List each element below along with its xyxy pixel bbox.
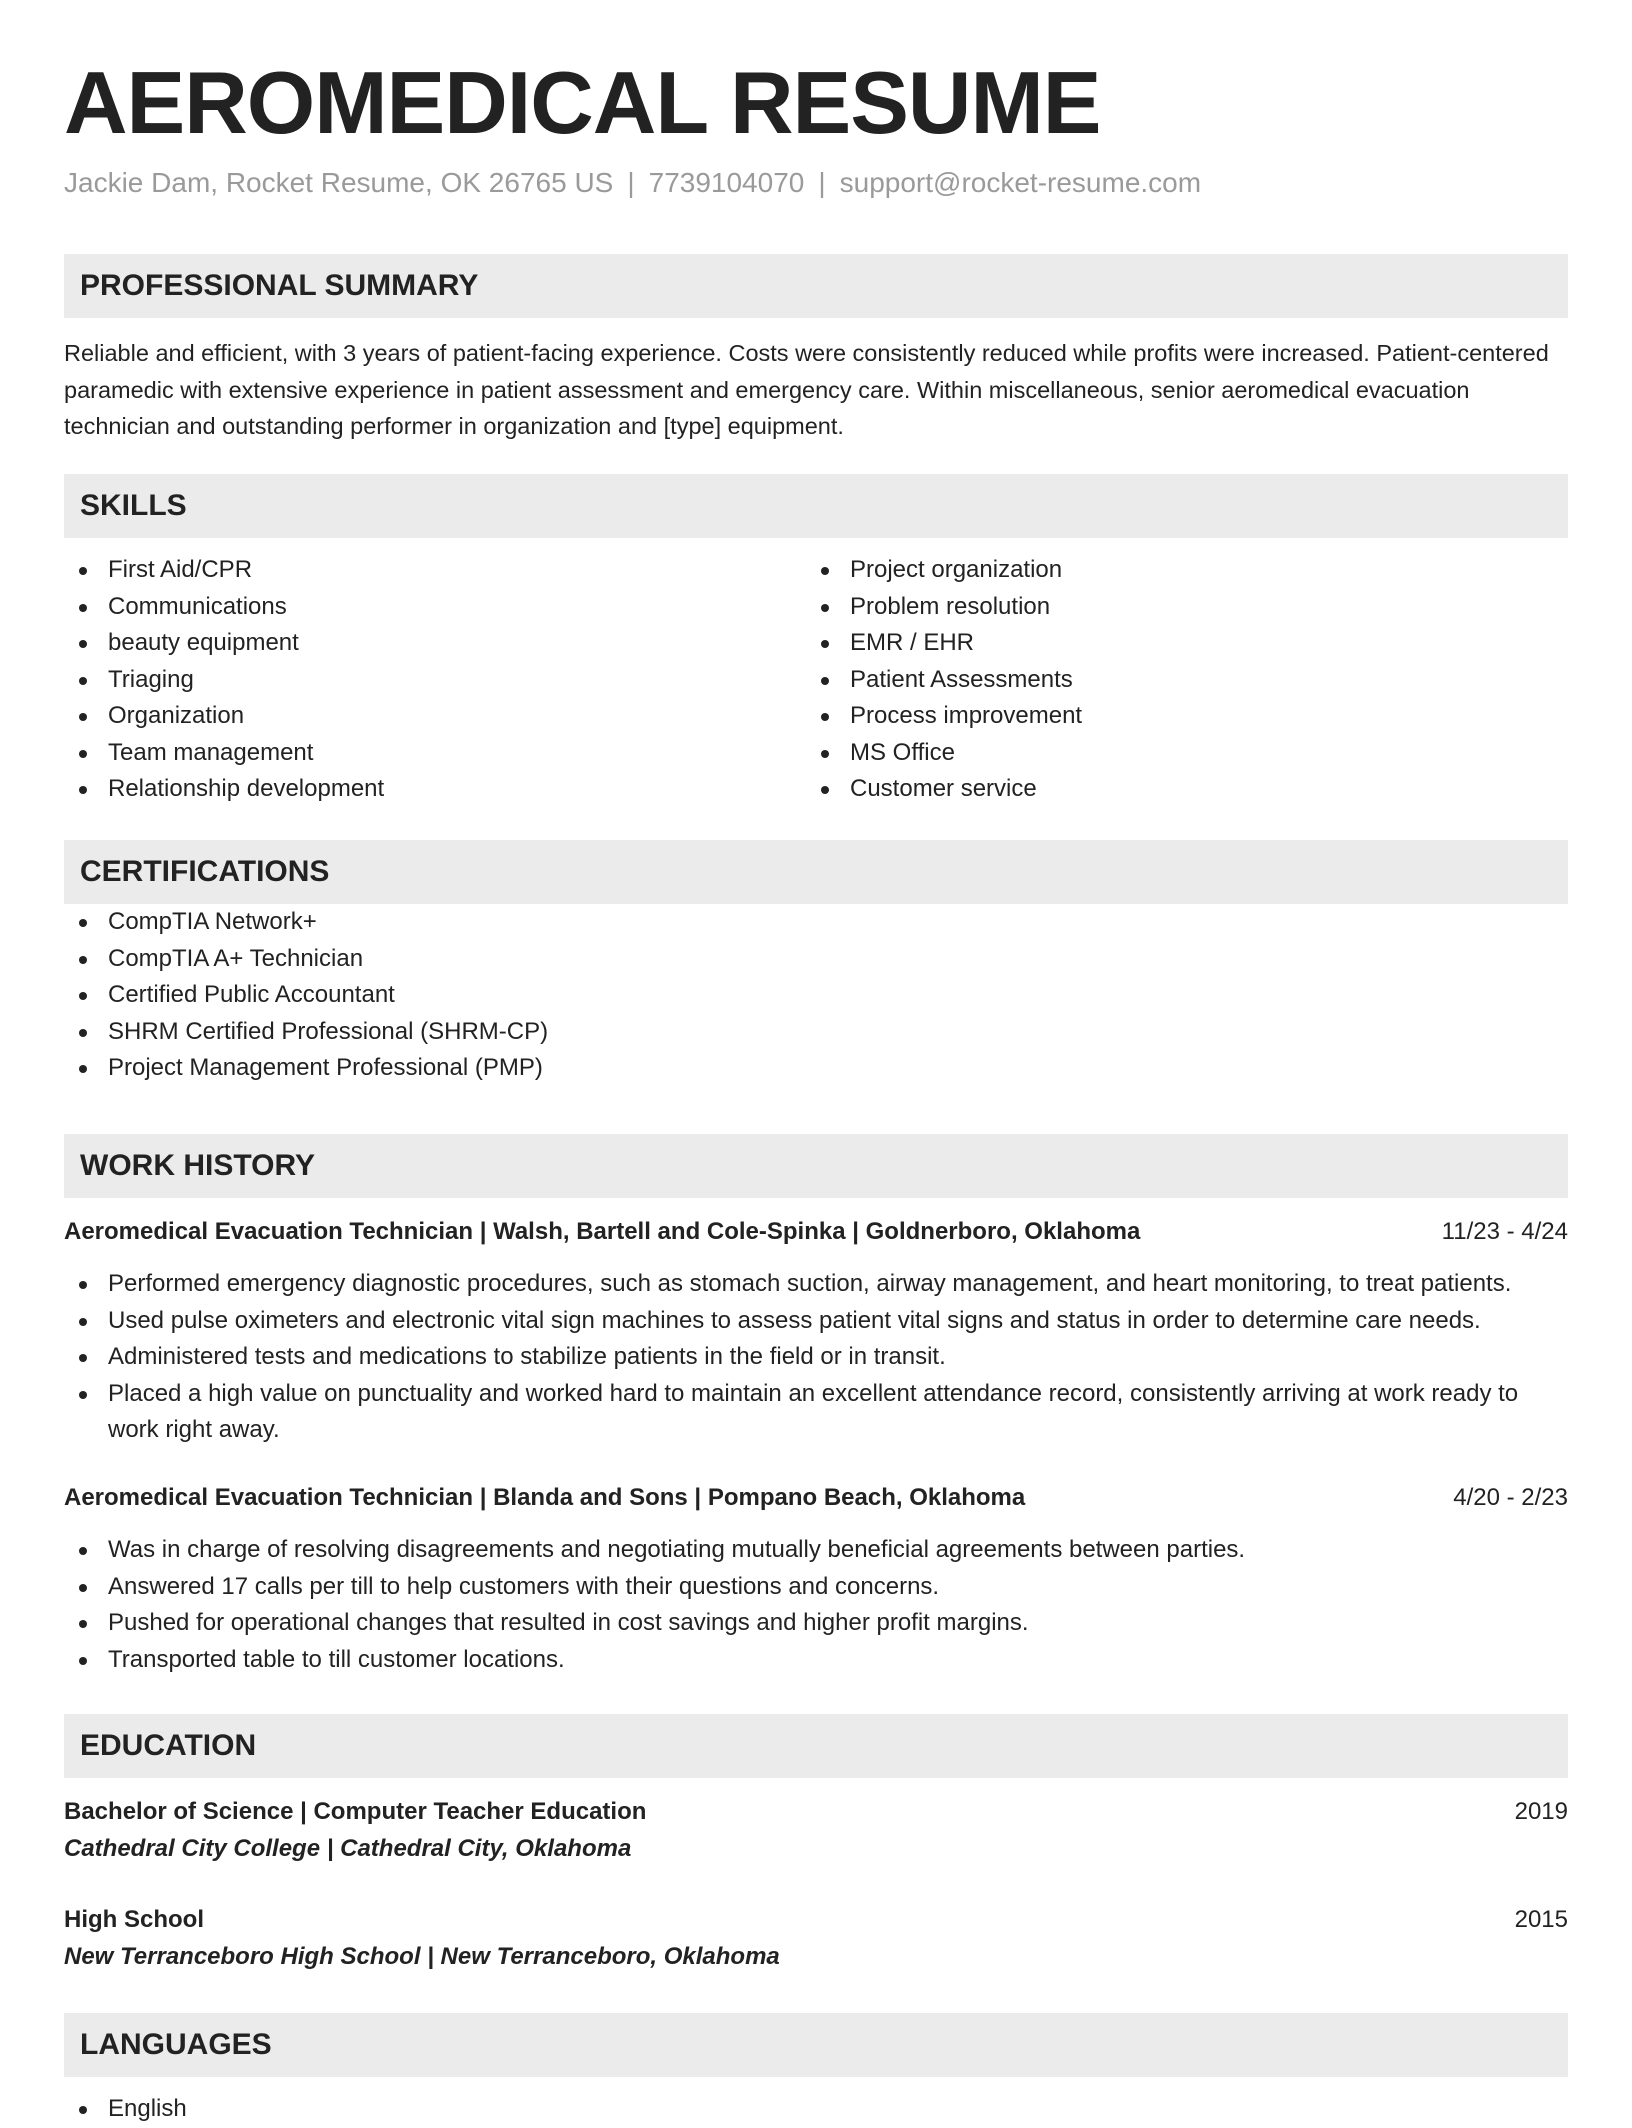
education-header (64, 1794, 1568, 1830)
contact-separator: | (627, 167, 635, 198)
education-year: 2015 (1514, 1906, 1568, 1933)
job-header (64, 1214, 1568, 1250)
education-heading: EDUCATION (64, 1714, 1568, 1778)
education-degree: Bachelor of Science | Computer Teacher Education (64, 1798, 647, 1825)
skill-item: Project organization (806, 552, 1548, 589)
certification-item: Certified Public Accountant (64, 977, 1568, 1014)
job-bullet: Transported table to till customer locations. (64, 1642, 1568, 1679)
contact-address: Jackie Dam, Rocket Resume, OK 26765 US (64, 167, 614, 198)
job-title: Aeromedical Evacuation Technician | Blanda and Sons | Pompano Beach, Oklahoma (64, 1484, 1026, 1511)
skill-item: MS Office (806, 735, 1548, 772)
job-bullets (64, 1532, 1568, 1678)
education-school: Cathedral City College | Cathedral City, Oklahoma (64, 1835, 632, 1862)
certification-item: CompTIA Network+ (64, 904, 1568, 941)
skill-item: Customer service (806, 771, 1548, 808)
contact-email: support@rocket-resume.com (839, 167, 1202, 198)
education-degree: High School (64, 1906, 204, 1933)
skill-item: Triaging (64, 662, 806, 699)
skill-item: Process improvement (806, 698, 1548, 735)
education-header (64, 1902, 1568, 1938)
languages-section (64, 2013, 1568, 2128)
skill-item: Communications (64, 589, 806, 626)
summary-text: Reliable and efficient, with 3 years of patient-facing experience. Costs were consistently reduced while profits were increased. Patient-centered paramedic with extensive experience in patient assessment and emergency care. Within miscellaneous, senior aeromedical evacuation technician and outstanding performer in organization and [type] equipment. (64, 340, 1549, 439)
work-history-heading: WORK HISTORY (64, 1134, 1568, 1198)
certification-item: CompTIA A+ Technician (64, 941, 1568, 978)
certification-item: Project Management Professional (PMP) (64, 1050, 1568, 1087)
education-entry (64, 1794, 1568, 1868)
skill-item: Patient Assessments (806, 662, 1548, 699)
job-title: Aeromedical Evacuation Technician | Walsh, Bartell and Cole-Spinka | Goldnerboro, Oklahoma (64, 1218, 1141, 1245)
skills-left-column (64, 552, 806, 808)
job-bullet: Was in charge of resolving disagreements and negotiating mutually beneficial agreements between parties. (64, 1532, 1568, 1569)
job-entry (64, 1214, 1568, 1449)
skills-section (64, 474, 1568, 808)
summary-section (64, 254, 1568, 445)
contact-phone: 7739104070 (648, 167, 805, 198)
skill-item: EMR / EHR (806, 625, 1548, 662)
job-bullet: Placed a high value on punctuality and worked hard to maintain an excellent attendance record, consistently arriving at work ready to work right away. (64, 1376, 1568, 1449)
skills-heading: SKILLS (64, 474, 1568, 538)
job-bullet: Used pulse oximeters and electronic vital sign machines to assess patient vital signs and status in order to determine care needs. (64, 1303, 1568, 1340)
contact-separator: | (818, 167, 826, 198)
skill-item: Problem resolution (806, 589, 1548, 626)
resume-title: AEROMEDICAL RESUME (64, 53, 1101, 152)
skill-item: Relationship development (64, 771, 806, 808)
certifications-list (64, 904, 1568, 1087)
job-entry (64, 1480, 1568, 1678)
certification-item: SHRM Certified Professional (SHRM-CP) (64, 1014, 1568, 1051)
skill-item: First Aid/CPR (64, 552, 806, 589)
languages-list (64, 2091, 1568, 2128)
certifications-heading: CERTIFICATIONS (64, 840, 1568, 904)
education-year: 2019 (1514, 1798, 1568, 1825)
education-school: New Terranceboro High School | New Terranceboro, Oklahoma (64, 1943, 780, 1970)
job-entry-container (64, 1480, 1568, 1678)
job-bullet: Pushed for operational changes that resulted in cost savings and higher profit margins. (64, 1605, 1568, 1642)
languages-heading: LANGUAGES (64, 2013, 1568, 2077)
skills-right-column (806, 552, 1548, 808)
job-bullets (64, 1266, 1568, 1449)
certifications-section (64, 840, 1568, 1087)
job-bullet: Administered tests and medications to stabilize patients in the field or in transit. (64, 1339, 1568, 1376)
language-item: English (64, 2091, 1568, 2128)
summary-heading: PROFESSIONAL SUMMARY (64, 254, 1568, 318)
job-header (64, 1480, 1568, 1516)
job-bullet: Performed emergency diagnostic procedures, such as stomach suction, airway management, and heart monitoring, to treat patients. (64, 1266, 1568, 1303)
work-history-section (64, 1134, 1568, 1449)
skill-item: Organization (64, 698, 806, 735)
contact-line (64, 163, 1201, 203)
skills-grid (64, 552, 1568, 808)
education-section (64, 1714, 1568, 1976)
job-bullet: Answered 17 calls per till to help customers with their questions and concerns. (64, 1569, 1568, 1606)
job-dates: 11/23 - 4/24 (1441, 1218, 1568, 1245)
skill-item: Team management (64, 735, 806, 772)
education-entry (64, 1902, 1568, 1976)
job-dates: 4/20 - 2/23 (1453, 1484, 1568, 1511)
skill-item: beauty equipment (64, 625, 806, 662)
